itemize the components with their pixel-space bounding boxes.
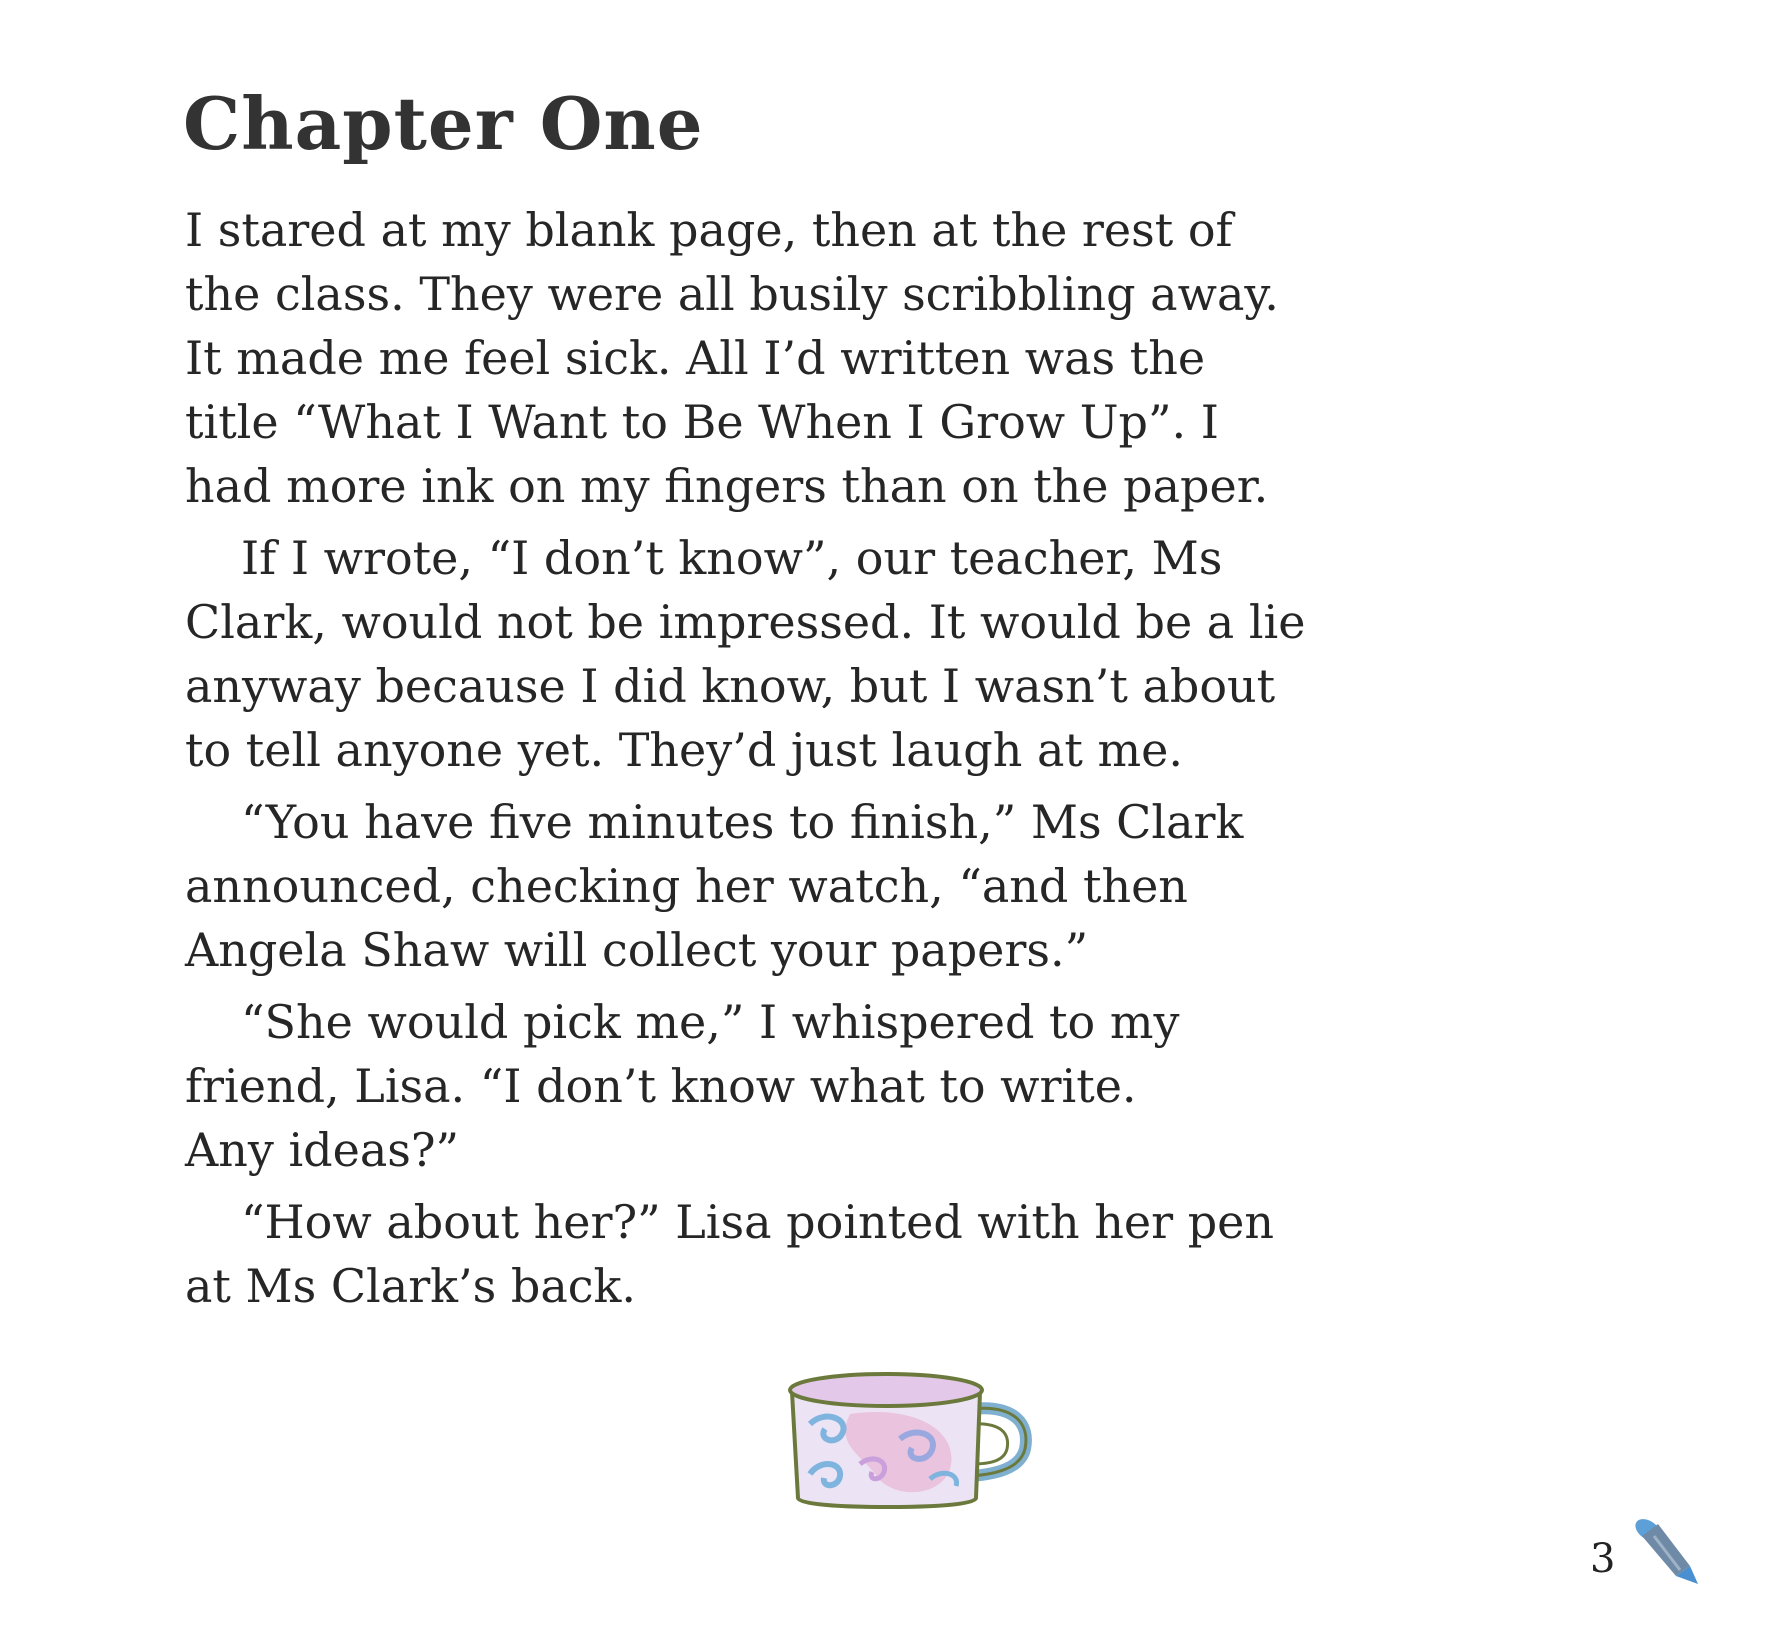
text-line: “How about her?” Lisa pointed with her pen — [241, 1195, 1275, 1249]
paragraph — [185, 1190, 1655, 1318]
chapter-title: Chapter One — [183, 81, 704, 166]
text-line: Clark, would not be impressed. It would be a lie — [185, 595, 1306, 649]
text-line: If I wrote, “I don’t know”, our teacher, Ms — [241, 531, 1223, 585]
text-line: Any ideas?” — [185, 1123, 460, 1177]
paragraph — [185, 526, 1655, 782]
text-line: announced, checking her watch, “and then — [185, 859, 1188, 913]
paragraph — [185, 198, 1655, 518]
text-line: the class. They were all busily scribbling away. — [185, 267, 1279, 321]
paragraph — [185, 790, 1655, 982]
text-line: I stared at my blank page, then at the rest of — [185, 203, 1233, 257]
text-line: “She would pick me,” I whispered to my — [241, 995, 1180, 1049]
text-line: anyway because I did know, but I wasn’t about — [185, 659, 1276, 713]
text-line: “You have five minutes to finish,” Ms Clark — [241, 795, 1244, 849]
mug-icon — [780, 1364, 1040, 1514]
text-line: friend, Lisa. “I don’t know what to write. — [185, 1059, 1137, 1113]
text-line: to tell anyone yet. They’d just laugh at me. — [185, 723, 1183, 777]
pen-icon — [1632, 1518, 1702, 1588]
page-number: 3 — [1590, 1536, 1616, 1582]
text-line: at Ms Clark’s back. — [185, 1259, 637, 1313]
text-line: title “What I Want to Be When I Grow Up”. I — [185, 395, 1219, 449]
paragraph — [185, 990, 1655, 1182]
chapter-body — [185, 198, 1655, 1326]
text-line: had more ink on my fingers than on the paper. — [185, 459, 1269, 513]
text-line: It made me feel sick. All I’d written was the — [185, 331, 1206, 385]
text-line: Angela Shaw will collect your papers.” — [185, 923, 1089, 977]
